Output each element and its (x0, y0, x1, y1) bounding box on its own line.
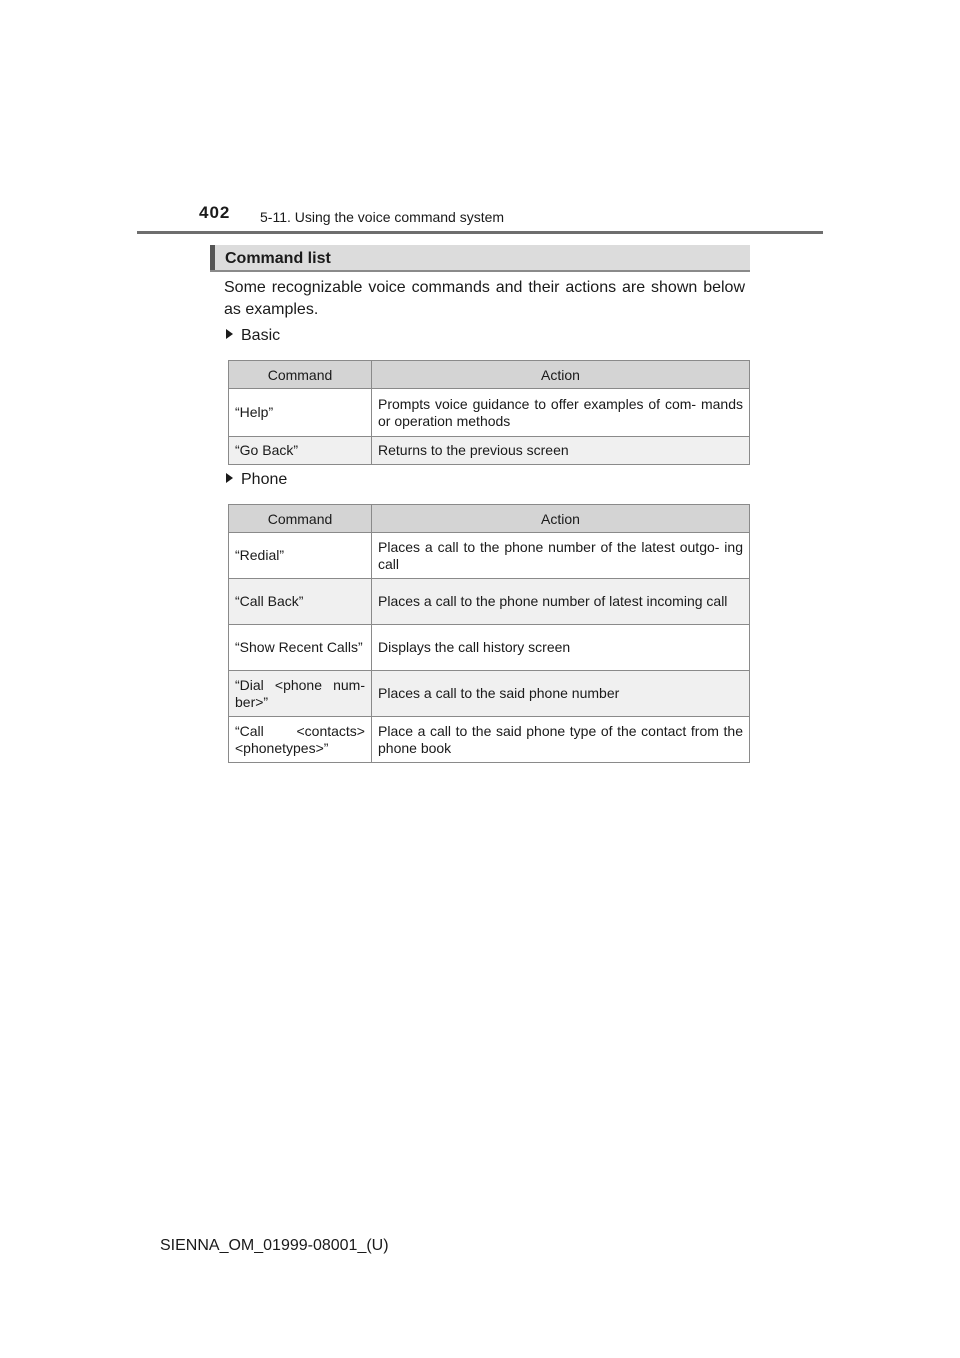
subsection-title: Command list (225, 250, 331, 267)
basic-commands-table (228, 360, 750, 465)
triangle-bullet-icon (226, 329, 233, 339)
bullet-basic-label: Basic (241, 327, 281, 344)
section-header: 5-11. Using the voice command system (260, 209, 505, 225)
action-cell: Prompts voice guidance to offer examples of com- mands or operation methods (372, 389, 750, 437)
subsection-heading (210, 245, 750, 272)
table-header-row (229, 361, 750, 389)
header-rule (137, 231, 823, 234)
column-header-action: Action (372, 505, 750, 533)
command-cell: “Show Recent Calls” (229, 625, 372, 671)
command-cell: “Help” (229, 389, 372, 437)
column-header-command: Command (229, 361, 372, 389)
command-cell: “Go Back” (229, 437, 372, 465)
command-cell: “Redial” (229, 533, 372, 579)
command-cell: “Call Back” (229, 579, 372, 625)
bullet-phone-label: Phone (241, 471, 288, 488)
action-cell: Places a call to the phone number of the latest outgo- ing call (372, 533, 750, 579)
table-row (229, 533, 750, 579)
table-row (229, 437, 750, 465)
action-cell: Places a call to the said phone number (372, 671, 750, 717)
intro-text: Some recognizable voice commands and their actions are shown below as examples. (224, 279, 745, 318)
column-header-action: Action (372, 361, 750, 389)
table-row (229, 671, 750, 717)
column-header-command: Command (229, 505, 372, 533)
phone-commands-table (228, 504, 750, 763)
page-footer: SIENNA_OM_01999-08001_(U) (160, 1237, 389, 1254)
action-cell: Place a call to the said phone type of the contact from the phone book (372, 717, 750, 763)
table-row (229, 389, 750, 437)
bullet-phone (226, 471, 287, 489)
action-cell: Displays the call history screen (372, 625, 750, 671)
command-cell: “Dial <phone num- ber>” (229, 671, 372, 717)
subsection-bar (210, 245, 215, 270)
table-header-row (229, 505, 750, 533)
action-cell: Returns to the previous screen (372, 437, 750, 465)
table-row (229, 579, 750, 625)
page-number: 402 (199, 203, 231, 222)
command-cell: “Call <contacts> <phonetypes>” (229, 717, 372, 763)
table-row (229, 717, 750, 763)
action-cell: Places a call to the phone number of latest incoming call (372, 579, 750, 625)
table-row (229, 625, 750, 671)
triangle-bullet-icon (226, 473, 233, 483)
bullet-basic (226, 327, 280, 345)
